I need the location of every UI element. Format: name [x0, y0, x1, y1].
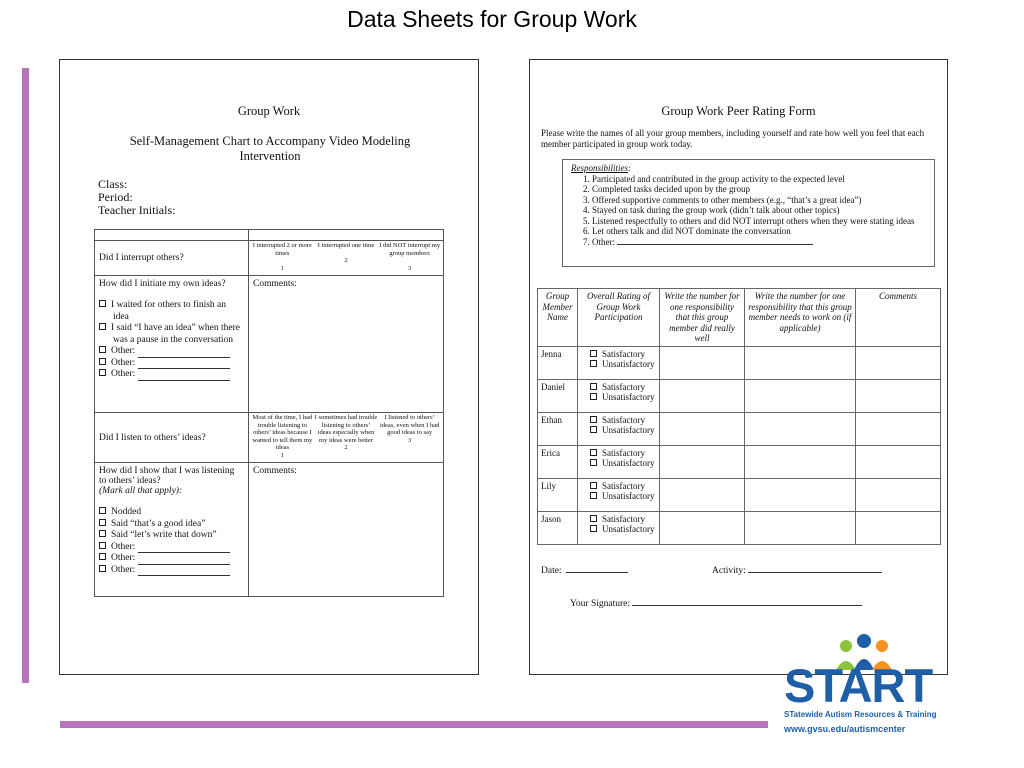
question-interrupt: Did I interrupt others?: [95, 241, 249, 276]
rating-label: Satisfactory: [602, 348, 645, 359]
checkbox[interactable]: [99, 346, 106, 353]
table-row: [538, 445, 941, 478]
scale-number: 3: [408, 436, 412, 444]
option-label: I said “I have an idea” when there was a pause in the conversation: [111, 323, 240, 345]
rating-option[interactable]: [590, 448, 656, 459]
other-label: Other:: [111, 541, 136, 552]
teacher-initials-field[interactable]: Teacher Initials:: [98, 203, 176, 217]
checkbox[interactable]: [590, 350, 597, 357]
table-header-row: [95, 230, 444, 241]
self-management-table: [94, 229, 444, 597]
rating-label: Satisfactory: [602, 414, 645, 425]
checkbox[interactable]: [99, 369, 106, 376]
rating-label: Unsatisfactory: [602, 425, 655, 435]
scale-text: Most of the time, I had trouble listening to others’ ideas because I wanted to tell them my ideas: [252, 414, 313, 451]
option-label: Said “that’s a good idea”: [111, 518, 206, 529]
sheet-subtitle: Self-Management Chart to Accompany Video Modeling Intervention: [129, 134, 411, 163]
rating-option[interactable]: [590, 524, 656, 535]
member-name: Ethan: [538, 412, 578, 445]
did-well-cell[interactable]: [660, 412, 745, 445]
comments-box[interactable]: [249, 276, 444, 413]
member-name: Erica: [538, 445, 578, 478]
other-label: Other:: [111, 564, 136, 575]
comments-cell[interactable]: [856, 478, 941, 511]
rating-cell: [578, 379, 660, 412]
column-header: Write the number for one responsibility that this group member needs to work on (if applicable): [745, 289, 856, 347]
date-label: Date:: [541, 566, 562, 576]
member-name: Lily: [538, 478, 578, 511]
checkbox[interactable]: [590, 426, 597, 433]
logo-subtitle: STatewide Autism Resources & Training: [784, 710, 937, 719]
other-blank[interactable]: [138, 556, 230, 565]
checkbox[interactable]: [590, 360, 597, 367]
member-name: Jason: [538, 511, 578, 544]
checkbox[interactable]: [590, 492, 597, 499]
other-blank[interactable]: [138, 349, 230, 358]
activity-line[interactable]: [712, 565, 882, 576]
other-label: Other:: [111, 553, 136, 563]
checkbox[interactable]: [590, 459, 597, 466]
rating-label: Satisfactory: [602, 447, 645, 458]
needs-work-cell[interactable]: [745, 379, 856, 412]
other-blank[interactable]: [617, 237, 813, 245]
rating-option[interactable]: [590, 392, 656, 403]
instructions: Please write the names of all your group members, including yourself and rate how well you feel that each member participated in group work today.: [541, 128, 925, 149]
checkbox[interactable]: [99, 300, 106, 307]
table-row: [95, 463, 444, 597]
column-header: Overall Rating of Group Work Participation: [578, 289, 660, 347]
member-name: Jenna: [538, 346, 578, 379]
rating-option[interactable]: [590, 458, 656, 469]
peer-rating-table: [537, 288, 941, 545]
other-label: Other:: [111, 369, 136, 379]
checkbox[interactable]: [590, 482, 597, 489]
needs-work-cell[interactable]: [745, 412, 856, 445]
signature-line[interactable]: [570, 598, 862, 609]
other-blank[interactable]: [138, 372, 230, 381]
checkbox[interactable]: [99, 358, 106, 365]
needs-work-cell[interactable]: [745, 445, 856, 478]
checkbox[interactable]: [99, 565, 106, 572]
list-item: 4. Stayed on task during the group work (didn’t talk about other topics): [592, 205, 926, 216]
sheet-title: Group Work Peer Rating Form: [661, 104, 816, 118]
option-label: I waited for others to finish an idea: [111, 300, 227, 322]
checkbox[interactable]: [590, 393, 597, 400]
member-name: Daniel: [538, 379, 578, 412]
rating-cell: [578, 511, 660, 544]
scale-text: I interrupted one time: [317, 242, 375, 249]
scale-number: 1: [280, 451, 284, 459]
checkbox[interactable]: [590, 449, 597, 456]
table-row: [538, 412, 941, 445]
scale-text: I interrupted 2 or more times: [252, 242, 312, 257]
list-item: 6. Let others talk and did NOT dominate the conversation: [592, 226, 926, 237]
did-well-cell[interactable]: [660, 445, 745, 478]
question-initiate: How did I initiate my own ideas?: [99, 279, 226, 289]
list-item: 1. Participated and contributed in the group activity to the expected level: [592, 174, 926, 185]
rating-label: Unsatisfactory: [602, 458, 655, 468]
rating-cell: [578, 478, 660, 511]
did-well-cell[interactable]: [660, 346, 745, 379]
table-row: [95, 413, 444, 463]
sheet-title: Group Work: [237, 104, 301, 118]
scale-number: 3: [408, 264, 412, 272]
logo-url[interactable]: www.gvsu.edu/autismcenter: [784, 724, 906, 734]
decorative-vertical-bar: [22, 68, 29, 683]
signature-label: Your Signature:: [570, 599, 630, 609]
checkbox[interactable]: [99, 530, 106, 537]
rating-label: Satisfactory: [602, 513, 645, 524]
peer-rating-sheet: [529, 59, 948, 675]
checkbox[interactable]: [590, 383, 597, 390]
rating-option[interactable]: [590, 481, 656, 492]
rating-option[interactable]: [590, 425, 656, 436]
decorative-horizontal-bar: [60, 721, 768, 728]
rating-option[interactable]: [590, 491, 656, 502]
class-field[interactable]: Class:: [98, 177, 128, 191]
list-item: 5. Listened respectfully to others and did NOT interrupt others when they were stating ideas: [592, 216, 926, 227]
checkbox[interactable]: [99, 519, 106, 526]
other-blank[interactable]: [138, 567, 230, 576]
list-item: 7. Other:: [592, 237, 926, 248]
other-blank[interactable]: [138, 360, 230, 369]
rating-option[interactable]: [590, 359, 656, 370]
checkbox[interactable]: [590, 416, 597, 423]
rating-label: Satisfactory: [602, 381, 645, 392]
table-row: [95, 241, 444, 276]
comments-label: Comments:: [253, 466, 297, 476]
comments-box[interactable]: [249, 463, 444, 597]
column-header: Write the number for one responsibility that this group member did really well: [660, 289, 745, 347]
header-fields: [98, 178, 175, 217]
activity-label: Activity:: [712, 566, 746, 576]
scale-number: 2: [344, 444, 348, 451]
table-row: [538, 346, 941, 379]
rating-label: Unsatisfactory: [602, 524, 655, 534]
scale-text: I sometimes had trouble listening to others’ ideas especially when my ideas were better: [314, 414, 378, 444]
did-well-cell[interactable]: [660, 478, 745, 511]
checkbox[interactable]: [99, 542, 106, 549]
date-blank[interactable]: [566, 565, 628, 573]
list-item: 3. Offered supportive comments to other members (e.g., “that’s a great idea”): [592, 195, 926, 206]
list-item: 2. Completed tasks decided upon by the group: [592, 184, 926, 195]
checkbox[interactable]: [99, 553, 106, 560]
responsibilities-box: Responsibilities: 1. Participated and contributed in the group activity to the expected level 2. Completed tasks decided upon by the group 3. Offered supportive comments to other members (e.g., “that’s a great idea”) 4. Stayed on task during the group work (didn’t talk about other topics) 5. Listened respectfully to others and did NOT interrupt others when they were stating ideas 6. Let others talk and did NOT dominate the conversation 7. Other:: [562, 159, 935, 267]
rating-cell: [578, 412, 660, 445]
other-blank[interactable]: [138, 544, 230, 553]
other-label: Other:: [111, 357, 136, 368]
period-field[interactable]: Period:: [98, 190, 133, 204]
scale-text: I did NOT interrupt my group members: [379, 242, 441, 257]
comments-cell[interactable]: [856, 379, 941, 412]
rating-label: Unsatisfactory: [602, 392, 655, 402]
question-show-listening: How did I show that I was listening to others’ ideas?: [99, 466, 235, 486]
start-logo: [780, 632, 937, 742]
self-management-sheet: [59, 59, 479, 675]
table-row: [538, 478, 941, 511]
option-label: Nodded: [111, 507, 142, 517]
comments-cell[interactable]: [856, 346, 941, 379]
rating-option[interactable]: [590, 514, 656, 525]
logo-wordmark: START: [784, 659, 933, 712]
column-header: Group Member Name: [538, 289, 578, 347]
signature-blank[interactable]: [632, 598, 862, 606]
responsibilities-heading: Responsibilities: [571, 163, 628, 173]
comments-cell[interactable]: [856, 445, 941, 478]
needs-work-cell[interactable]: [745, 346, 856, 379]
table-header-row: [538, 289, 941, 347]
column-header: Comments: [856, 289, 941, 347]
did-well-cell[interactable]: [660, 511, 745, 544]
listen-scale[interactable]: [249, 413, 444, 463]
activity-blank[interactable]: [748, 565, 882, 573]
rating-option[interactable]: [590, 349, 656, 360]
rating-label: Satisfactory: [602, 480, 645, 491]
interrupt-scale[interactable]: [249, 241, 444, 276]
rating-cell: [578, 445, 660, 478]
comments-label: Comments:: [253, 279, 297, 289]
table-row: [538, 379, 941, 412]
rating-option[interactable]: [590, 415, 656, 426]
needs-work-cell[interactable]: [745, 511, 856, 544]
table-row: [95, 276, 444, 413]
checkbox[interactable]: [590, 525, 597, 532]
rating-label: Unsatisfactory: [602, 491, 655, 501]
question-listen: Did I listen to others’ ideas?: [95, 413, 249, 463]
comments-cell[interactable]: [856, 511, 941, 544]
rating-cell: [578, 346, 660, 379]
scale-number: 1: [280, 264, 284, 272]
checkbox[interactable]: [99, 507, 106, 514]
rating-label: Unsatisfactory: [602, 359, 655, 369]
date-line[interactable]: [541, 565, 628, 576]
did-well-cell[interactable]: [660, 379, 745, 412]
checkbox[interactable]: [590, 515, 597, 522]
scale-number: 2: [344, 257, 348, 264]
scale-text: I listened to others’ ideas, even when I had good ideas to say: [379, 414, 440, 436]
rating-option[interactable]: [590, 382, 656, 393]
mark-all-note: (Mark all that apply):: [99, 486, 183, 496]
option-label: Said “let’s write that down”: [111, 530, 217, 540]
comments-cell[interactable]: [856, 412, 941, 445]
slide-title: Data Sheets for Group Work: [347, 6, 637, 32]
responsibilities-list: [571, 174, 926, 248]
table-row: [538, 511, 941, 544]
needs-work-cell[interactable]: [745, 478, 856, 511]
checkbox[interactable]: [99, 323, 106, 330]
other-label: Other:: [111, 346, 136, 356]
